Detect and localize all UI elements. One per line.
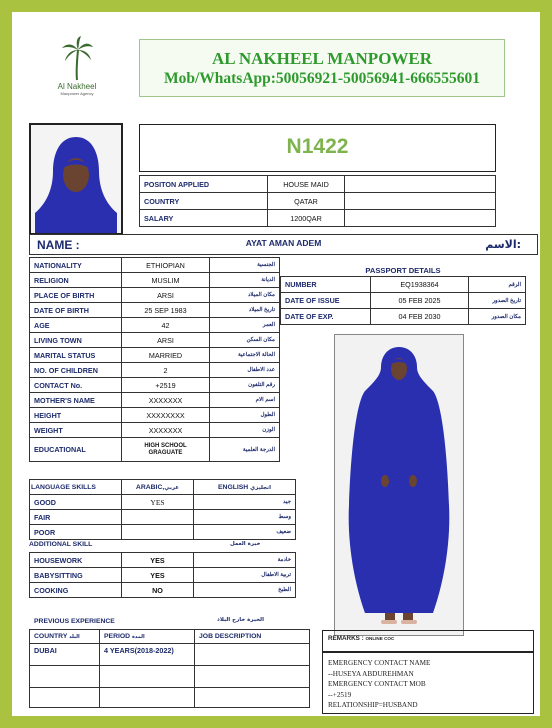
skill-label: COOKING xyxy=(30,583,122,598)
portrait-photo xyxy=(29,123,123,235)
name-bar xyxy=(29,234,538,255)
cv-page xyxy=(12,12,540,716)
passport-label: DATE OF ISSUE xyxy=(281,293,371,309)
job-label: COUNTRY xyxy=(140,193,268,210)
emergency-line: RELATIONSHIP=HUSBAND xyxy=(328,701,418,709)
personal-label: LIVING TOWN xyxy=(30,333,122,348)
company-logo xyxy=(48,36,106,116)
personal-value: HIGH SCHOOL GRAGUATE xyxy=(122,438,210,462)
table-row xyxy=(281,309,526,325)
skill-label: HOUSEWORK xyxy=(30,553,122,568)
full-body-photo xyxy=(334,334,464,636)
period-header-label: PERIOD xyxy=(104,633,131,640)
skill-label-arabic: الطبخ xyxy=(194,583,296,598)
candidate-code: N1422 xyxy=(286,135,349,158)
personal-label: RELIGION xyxy=(30,273,122,288)
table-row xyxy=(30,666,310,688)
experience-country xyxy=(30,666,100,688)
personal-label-arabic: مكان السكن xyxy=(210,333,280,348)
language-level: POOR xyxy=(30,525,122,540)
personal-label-arabic: مكان الميلاد xyxy=(210,288,280,303)
job-extra xyxy=(345,176,496,193)
name-label-arabic: الاسم: xyxy=(485,238,521,251)
table-row xyxy=(30,644,310,666)
skill-value: YES xyxy=(122,568,194,583)
passport-label: DATE OF EXP. xyxy=(281,309,371,325)
table-row xyxy=(140,193,496,210)
language-level-arabic: جيد xyxy=(194,495,296,510)
additional-skill-table xyxy=(29,552,296,598)
table-row xyxy=(281,277,526,293)
experience-job xyxy=(195,644,310,666)
personal-value: ARSI xyxy=(122,333,210,348)
table-row xyxy=(30,318,280,333)
job-extra xyxy=(345,193,496,210)
job-extra xyxy=(345,210,496,227)
table-row xyxy=(30,423,280,438)
additional-skill-title-arabic: خبرة العمل xyxy=(230,541,261,547)
country-header-label-ar: البلد xyxy=(69,634,80,640)
personal-label: PLACE OF BIRTH xyxy=(30,288,122,303)
table-row xyxy=(30,553,296,568)
previous-experience-title-arabic: الخبرة خارج البلاد xyxy=(217,617,265,623)
table-row xyxy=(140,176,496,193)
arabic-level-value xyxy=(122,510,194,525)
language-header-label: LANGUAGE SKILLS xyxy=(30,480,122,495)
period-header-label-ar: المدة xyxy=(131,634,145,640)
table-row xyxy=(30,363,280,378)
personal-label-arabic: الدرجة العلمية xyxy=(210,438,280,462)
table-row xyxy=(30,258,280,273)
candidate-name: AYAT AMAN ADEM xyxy=(245,238,322,248)
personal-label-arabic: الديانة xyxy=(210,273,280,288)
english-column-label: ENGLISH xyxy=(218,483,249,491)
table-row xyxy=(140,210,496,227)
passport-title: PASSPORT DETAILS xyxy=(365,266,441,275)
language-skills-table xyxy=(29,479,296,540)
personal-label-arabic: العمر xyxy=(210,318,280,333)
experience-job xyxy=(195,688,310,708)
country-header xyxy=(30,630,100,644)
personal-label-arabic: اسم الام xyxy=(210,393,280,408)
arabic-column-label-ar: عربي xyxy=(164,484,180,491)
job-value: 1200QAR xyxy=(268,210,345,227)
previous-experience-title: PREVIOUS EXPERIENCE xyxy=(34,618,115,625)
candidate-code-box xyxy=(139,124,496,172)
table-row xyxy=(30,333,280,348)
table-row xyxy=(30,348,280,363)
passport-label-arabic: مكان الصدور xyxy=(469,309,526,325)
personal-value: 25 SEP 1983 xyxy=(122,303,210,318)
table-row xyxy=(30,378,280,393)
personal-label: WEIGHT xyxy=(30,423,122,438)
table-row xyxy=(30,495,296,510)
personal-value: 2 xyxy=(122,363,210,378)
skill-label: BABYSITTING xyxy=(30,568,122,583)
language-level: FAIR xyxy=(30,510,122,525)
personal-value: XXXXXXX xyxy=(122,393,210,408)
table-row xyxy=(30,438,280,462)
job-value: QATAR xyxy=(268,193,345,210)
table-row xyxy=(30,583,296,598)
experience-job xyxy=(195,666,310,688)
personal-label-arabic: تاريخ الميلاد xyxy=(210,303,280,318)
job-description-header: JOB DESCRIPTION xyxy=(195,630,310,644)
passport-label-arabic: تاريخ الصدور xyxy=(469,293,526,309)
logo-tagline: Manpower Agency xyxy=(60,91,94,96)
personal-value: +2519 xyxy=(122,378,210,393)
agency-contact: Mob/WhatsApp:50056921-50056941-666555601 xyxy=(163,70,481,87)
table-row xyxy=(30,303,280,318)
personal-label: MARITAL STATUS xyxy=(30,348,122,363)
agency-title: AL NAKHEEL MANPOWER xyxy=(211,49,433,68)
remarks-label xyxy=(328,635,394,642)
remarks-label-text: REMARKS : xyxy=(328,635,364,642)
period-header xyxy=(100,630,195,644)
personal-info-table xyxy=(29,257,280,462)
passport-value: 04 FEB 2030 xyxy=(371,309,469,325)
passport-label: NUMBER xyxy=(281,277,371,293)
table-row xyxy=(30,273,280,288)
table-row xyxy=(281,293,526,309)
table-row xyxy=(30,630,310,644)
personal-label: AGE xyxy=(30,318,122,333)
job-label: POSITON APPLIED xyxy=(140,176,268,193)
language-header-arabic: ARABIC,عربي xyxy=(122,480,194,495)
personal-label-arabic: الحالة الاجتماعية xyxy=(210,348,280,363)
english-column-label-ar: انجليزي xyxy=(250,484,271,491)
personal-value: MUSLIM xyxy=(122,273,210,288)
arabic-column-label: ARABIC xyxy=(135,483,163,491)
table-row xyxy=(30,480,296,495)
skill-label-arabic: خادمة xyxy=(194,553,296,568)
palm-tree-logo-icon xyxy=(60,36,94,82)
remarks-value: ONLINE COC xyxy=(365,636,395,641)
personal-value: XXXXXXXX xyxy=(122,408,210,423)
table-row xyxy=(30,525,296,540)
personal-label: DATE OF BIRTH xyxy=(30,303,122,318)
previous-experience-table xyxy=(29,629,310,708)
personal-label: HEIGHT xyxy=(30,408,122,423)
additional-skill-title: ADDITIONAL SKILL xyxy=(29,541,93,548)
emergency-line: --+2519 xyxy=(328,690,352,699)
personal-value: ETHIOPIAN xyxy=(122,258,210,273)
table-row xyxy=(30,393,280,408)
job-info-table xyxy=(139,175,496,227)
personal-value: XXXXXXX xyxy=(122,423,210,438)
experience-period xyxy=(100,666,195,688)
table-row xyxy=(30,408,280,423)
personal-label: NATIONALITY xyxy=(30,258,122,273)
language-level-arabic: وسط xyxy=(194,510,296,525)
passport-value: 05 FEB 2025 xyxy=(371,293,469,309)
experience-period: 4 YEARS(2018-2022) xyxy=(100,644,195,666)
arabic-level-value: YES xyxy=(122,495,194,510)
passport-table xyxy=(280,276,526,325)
language-header-english xyxy=(194,480,296,495)
emergency-line: --HUSEYA ABDUREHMAN xyxy=(328,669,414,678)
personal-value: MARRIED xyxy=(122,348,210,363)
personal-label-arabic: الوزن xyxy=(210,423,280,438)
name-label: NAME : xyxy=(37,238,80,252)
personal-label: NO. OF CHILDREN xyxy=(30,363,122,378)
passport-label-arabic: الرقم xyxy=(469,277,526,293)
personal-label: CONTACT No. xyxy=(30,378,122,393)
language-level-arabic: ضعيف xyxy=(194,525,296,540)
experience-period xyxy=(100,688,195,708)
country-header-label: COUNTRY xyxy=(34,633,68,640)
emergency-contact-box xyxy=(322,652,534,714)
passport-value: EQ1938364 xyxy=(371,277,469,293)
personal-label-arabic: الجنسية xyxy=(210,258,280,273)
personal-label: MOTHER'S NAME xyxy=(30,393,122,408)
job-label: SALARY xyxy=(140,210,268,227)
agency-banner xyxy=(139,39,505,97)
emergency-line: EMERGENCY CONTACT MOB xyxy=(328,680,426,688)
skill-label-arabic: تربية الاطفال xyxy=(194,568,296,583)
language-level: GOOD xyxy=(30,495,122,510)
job-value: HOUSE MAID xyxy=(268,176,345,193)
table-row xyxy=(30,688,310,708)
personal-value: ARSI xyxy=(122,288,210,303)
personal-label-arabic: رقم التلفون xyxy=(210,378,280,393)
remarks-box xyxy=(322,630,534,652)
arabic-level-value xyxy=(122,525,194,540)
emergency-line: EMERGENCY CONTACT NAME xyxy=(328,659,431,667)
personal-label-arabic: عدد الاطفال xyxy=(210,363,280,378)
table-row xyxy=(30,510,296,525)
personal-value: 42 xyxy=(122,318,210,333)
logo-name: Al Nakheel xyxy=(57,82,97,91)
personal-label-arabic: الطول xyxy=(210,408,280,423)
table-row xyxy=(30,568,296,583)
experience-country xyxy=(30,688,100,708)
table-row xyxy=(30,288,280,303)
experience-country: DUBAI xyxy=(30,644,100,666)
skill-value: NO xyxy=(122,583,194,598)
skill-value: YES xyxy=(122,553,194,568)
personal-label: EDUCATIONAL xyxy=(30,438,122,462)
